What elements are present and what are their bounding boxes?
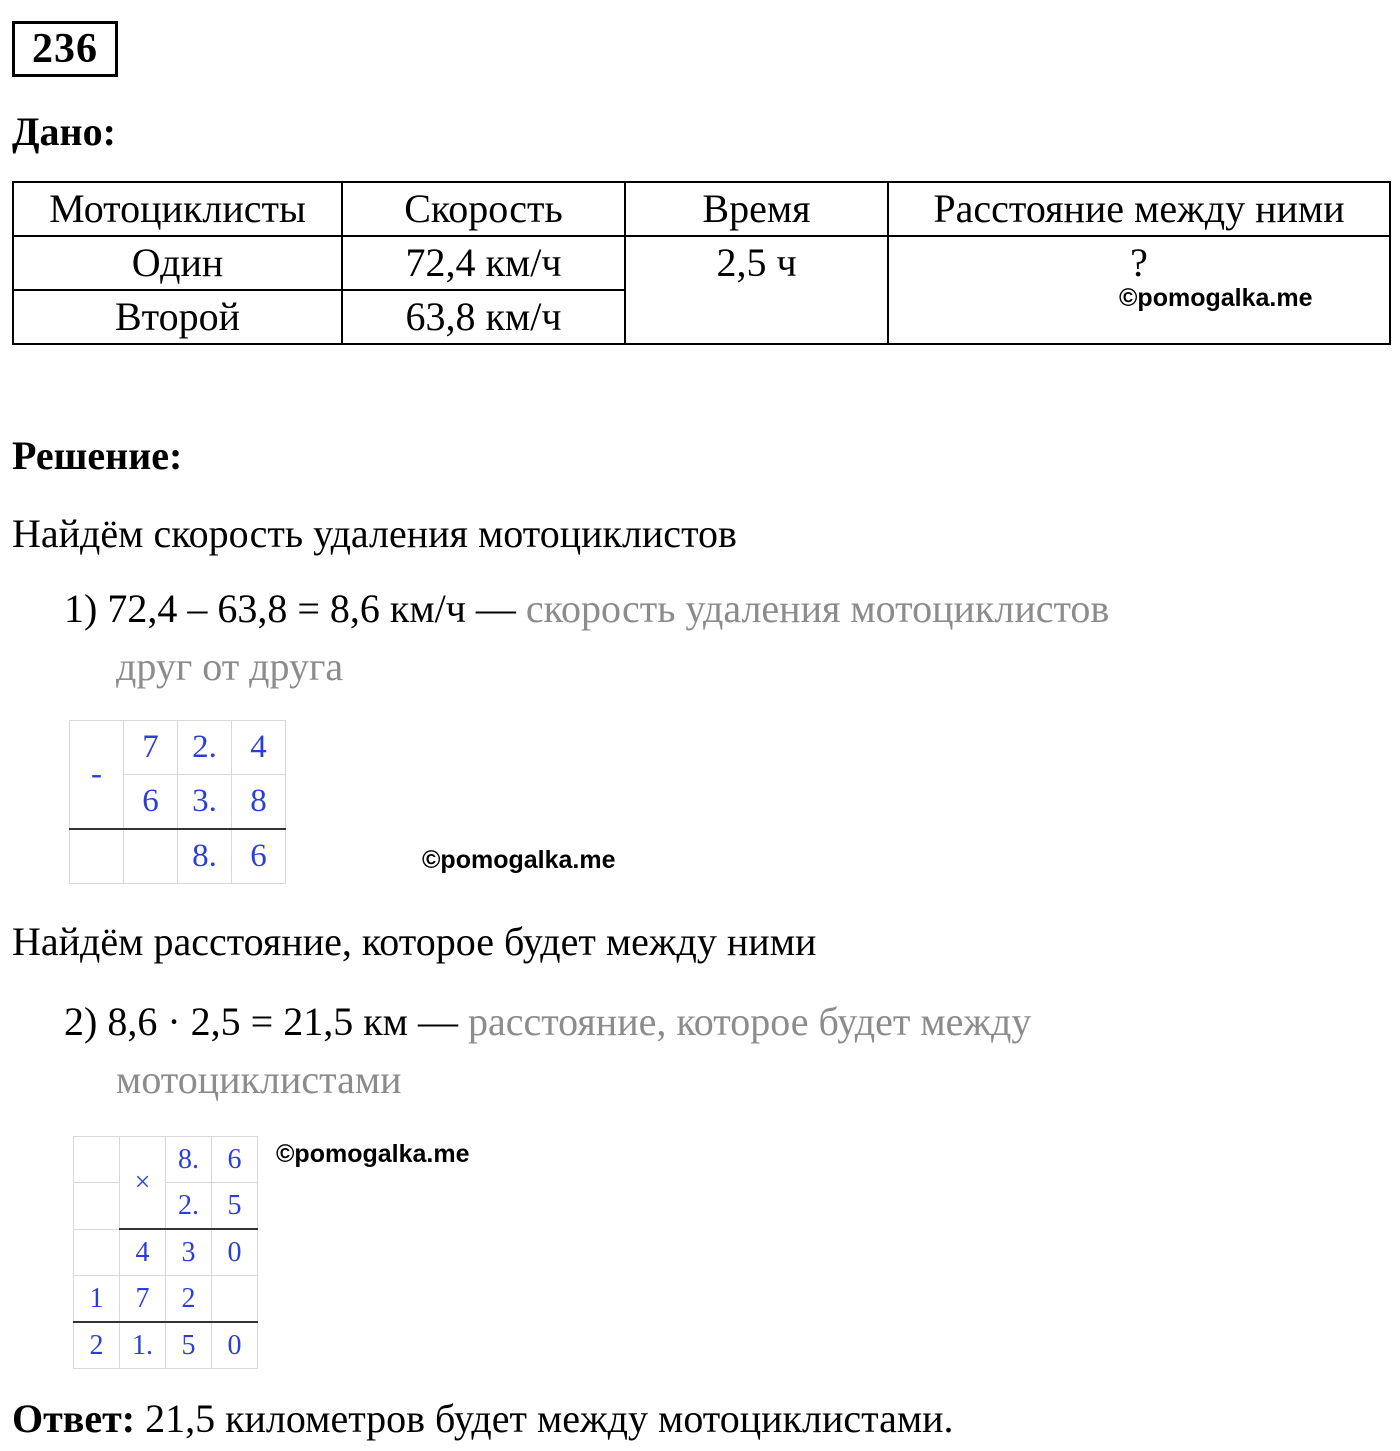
- given-table-header-row: [13, 182, 1390, 236]
- digit-cell: 2.: [178, 721, 232, 775]
- digit-cell: 8.: [178, 829, 232, 884]
- digit-cell: 4: [120, 1229, 166, 1276]
- step1-intro: Найдём скорость удаления мотоциклистов: [12, 511, 737, 556]
- cyclist-speed: 63,8 км/ч: [342, 290, 625, 344]
- digit-cell: 6: [232, 829, 286, 884]
- given-table-row: [13, 236, 1390, 290]
- header-speed: Скорость: [342, 182, 625, 236]
- header-time: Время: [625, 182, 888, 236]
- digit-cell: 2.: [166, 1183, 212, 1230]
- digit-cell: [70, 829, 124, 884]
- step2-comment-continued: мотоциклистами: [116, 1057, 402, 1102]
- digit-cell: 1.: [120, 1322, 166, 1369]
- digit-cell: 7: [124, 721, 178, 775]
- distance-unknown: ?: [1130, 240, 1148, 285]
- distance-cell: [888, 236, 1390, 344]
- digit-cell: [74, 1137, 120, 1183]
- answer-line: [12, 1395, 954, 1442]
- step2-line: [64, 998, 1031, 1045]
- digit-cell: 5: [166, 1322, 212, 1369]
- digit-cell: 6: [212, 1137, 258, 1183]
- digit-cell: 8.: [166, 1137, 212, 1183]
- digit-cell: 0: [212, 1229, 258, 1276]
- header-distance: Расстояние между ними: [888, 182, 1390, 236]
- digit-cell: 3: [166, 1229, 212, 1276]
- digit-cell: 0: [212, 1322, 258, 1369]
- given-table: [12, 181, 1391, 345]
- digit-cell: 2: [74, 1322, 120, 1369]
- times-sign: ×: [120, 1137, 166, 1230]
- cyclist-name: Один: [13, 236, 342, 290]
- digit-cell: 7: [120, 1276, 166, 1323]
- step2-expression: 8,6 · 2,5 = 21,5 км —: [107, 999, 458, 1044]
- minus-sign: -: [70, 721, 124, 830]
- step2-intro: Найдём расстояние, которое будет между ними: [12, 919, 817, 964]
- answer-text: 21,5 километров будет между мотоциклистами.: [145, 1396, 954, 1441]
- time-cell: 2,5 ч: [625, 236, 888, 344]
- digit-cell: [74, 1229, 120, 1276]
- step1-label: 1): [64, 586, 98, 631]
- step2-comment: расстояние, которое будет между: [467, 999, 1032, 1044]
- header-cyclists: Мотоциклисты: [13, 182, 342, 236]
- digit-cell: 5: [212, 1183, 258, 1230]
- digit-cell: 2: [166, 1276, 212, 1323]
- digit-cell: 3.: [178, 775, 232, 830]
- subtraction-column: [69, 720, 286, 884]
- given-heading: Дано:: [12, 109, 116, 154]
- cyclist-name: Второй: [13, 290, 342, 344]
- digit-cell: 6: [124, 775, 178, 830]
- watermark: ©pomogalka.me: [276, 1140, 470, 1168]
- step2-label: 2): [64, 999, 98, 1044]
- answer-label: Ответ:: [12, 1396, 136, 1441]
- digit-cell: 1: [74, 1276, 120, 1323]
- digit-cell: 8: [232, 775, 286, 830]
- multiplication-column: [73, 1136, 258, 1369]
- step1-comment-continued: друг от друга: [116, 644, 344, 689]
- step1-expression: 72,4 – 63,8 = 8,6 км/ч —: [107, 586, 516, 631]
- watermark: ©pomogalka.me: [1119, 284, 1313, 312]
- digit-cell: [74, 1183, 120, 1230]
- digit-cell: [124, 829, 178, 884]
- step1-line: [64, 585, 1109, 632]
- step1-comment: скорость удаления мотоциклистов: [525, 586, 1110, 631]
- digit-cell: [212, 1276, 258, 1323]
- solution-heading: Решение:: [12, 433, 183, 478]
- watermark: ©pomogalka.me: [422, 846, 616, 874]
- digit-cell: 4: [232, 721, 286, 775]
- problem-number: 236: [12, 21, 118, 77]
- cyclist-speed: 72,4 км/ч: [342, 236, 625, 290]
